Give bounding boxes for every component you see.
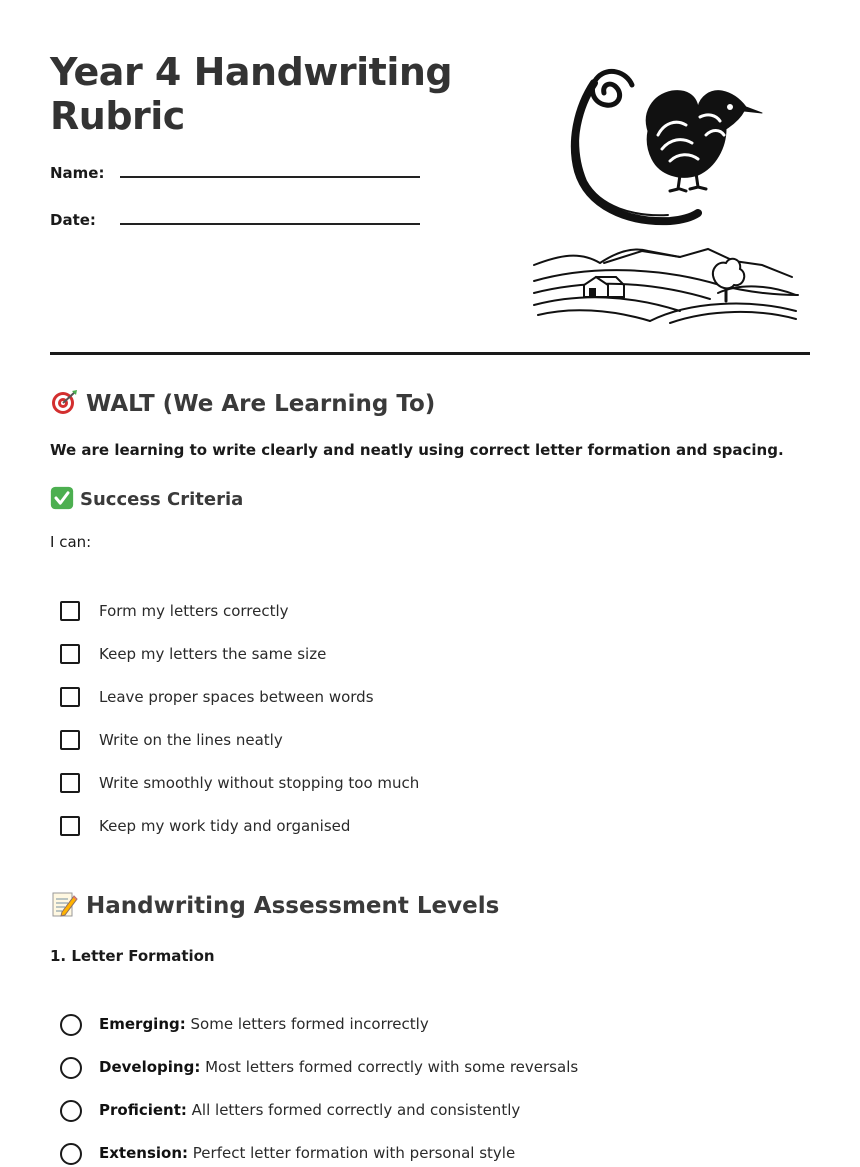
criteria-checkbox[interactable] <box>60 773 80 793</box>
level-name: Extension: <box>99 1144 188 1162</box>
level-option[interactable] <box>60 1014 760 1038</box>
name-field-row <box>50 164 470 188</box>
criteria-item[interactable] <box>60 730 760 754</box>
criteria-label: Form my letters correctly <box>99 602 289 620</box>
level-radio[interactable] <box>60 1014 82 1036</box>
criteria-label: Write on the lines neatly <box>99 731 283 749</box>
level-description: Perfect letter formation with personal style <box>192 1144 516 1162</box>
page-title: Year 4 Handwriting Rubric <box>50 50 453 138</box>
target-icon <box>50 388 78 416</box>
level-option[interactable] <box>60 1143 760 1167</box>
level-option[interactable] <box>60 1057 760 1081</box>
memo-pencil-icon <box>50 890 78 918</box>
level-radio[interactable] <box>60 1143 82 1165</box>
letter-formation-heading: 1. Letter Formation <box>50 947 215 965</box>
criteria-checkbox[interactable] <box>60 816 80 836</box>
criteria-checkbox[interactable] <box>60 730 80 750</box>
level-description: Some letters formed incorrectly <box>190 1015 429 1033</box>
hills-landscape-icon <box>534 249 798 323</box>
success-intro: I can: <box>50 533 92 551</box>
criteria-label: Write smoothly without stopping too much <box>99 774 420 792</box>
level-description: Most letters formed correctly with some reversals <box>205 1058 579 1076</box>
criteria-item[interactable] <box>60 773 760 797</box>
criteria-checkbox[interactable] <box>60 687 80 707</box>
name-input-line[interactable] <box>120 176 420 178</box>
name-label: Name: <box>50 164 105 182</box>
success-criteria-heading <box>50 486 243 510</box>
date-label: Date: <box>50 211 96 229</box>
criteria-item[interactable] <box>60 687 760 711</box>
level-name: Proficient: <box>99 1101 187 1119</box>
assessment-heading-text: Handwriting Assessment Levels <box>86 893 500 919</box>
level-radio[interactable] <box>60 1057 82 1079</box>
level-label <box>99 1101 520 1119</box>
assessment-heading <box>50 890 499 919</box>
level-label <box>99 1144 515 1162</box>
level-radio[interactable] <box>60 1100 82 1122</box>
header <box>50 0 810 355</box>
success-criteria-heading-text: Success Criteria <box>80 489 244 510</box>
check-mark-icon <box>50 486 74 510</box>
criteria-label: Keep my work tidy and organised <box>99 817 351 835</box>
kiwi-landscape-illustration <box>530 55 810 335</box>
level-description: All letters formed correctly and consistently <box>191 1101 521 1119</box>
criteria-checkbox[interactable] <box>60 644 80 664</box>
criteria-item[interactable] <box>60 644 760 668</box>
criteria-item[interactable] <box>60 601 760 625</box>
level-name: Emerging: <box>99 1015 186 1033</box>
level-name: Developing: <box>99 1058 201 1076</box>
kiwi-bird-icon <box>646 91 762 191</box>
walt-heading <box>50 388 435 417</box>
criteria-label: Keep my letters the same size <box>99 645 327 663</box>
worksheet-page <box>50 0 810 1162</box>
criteria-checkbox[interactable] <box>60 601 80 621</box>
criteria-label: Leave proper spaces between words <box>99 688 374 706</box>
date-field-row <box>50 211 470 235</box>
walt-heading-text: WALT (We Are Learning To) <box>86 391 436 417</box>
walt-statement: We are learning to write clearly and neatly using correct letter formation and spacing. <box>50 441 784 459</box>
level-label <box>99 1015 429 1033</box>
level-label <box>99 1058 578 1076</box>
criteria-item[interactable] <box>60 816 760 840</box>
level-option[interactable] <box>60 1100 760 1124</box>
date-input-line[interactable] <box>120 223 420 225</box>
